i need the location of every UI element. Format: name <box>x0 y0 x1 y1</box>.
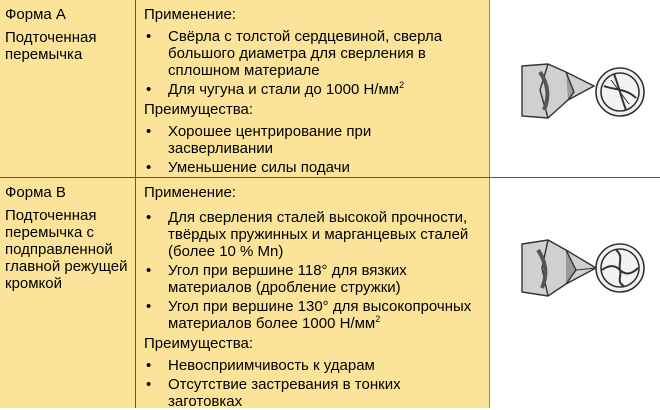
list-item: • Для чугуна и стали до 1000 $Н/мм^2$ <box>146 80 405 98</box>
drill-end-view-icon <box>596 244 644 292</box>
list-item: • Отсутствие застревания в тонких заготовках <box>146 376 401 410</box>
table-row <box>0 0 660 178</box>
drill-side-view-icon <box>522 64 594 118</box>
application-heading: Применение: <box>144 6 236 23</box>
form-title: Форма A <box>5 6 66 23</box>
advantages-list <box>144 357 489 410</box>
drill-form-b-illustration <box>518 236 648 301</box>
advantages-heading: Преимущества: <box>144 335 254 352</box>
drill-side-view-icon <box>522 240 596 296</box>
form-name: Подточенная перемычка с подправленной главной режущей кромкой <box>5 207 128 292</box>
advantages-list <box>144 123 489 176</box>
table-row <box>0 178 660 408</box>
list-item: • Угол при вершине 130° для высокопрочных материалов более 1000 $Н/мм^2$ <box>146 298 472 332</box>
drill-form-a-illustration <box>518 60 648 125</box>
drill-illustration-cell <box>490 0 660 177</box>
form-title: Форма B <box>5 184 66 201</box>
drill-illustration-cell <box>490 178 660 408</box>
form-description-cell <box>136 178 490 408</box>
form-name-cell <box>0 0 136 177</box>
list-item: • Невосприимчивость к ударам <box>146 357 375 374</box>
advantages-heading: Преимущества: <box>144 101 254 118</box>
list-item: • Свёрла с толстой сердцевиной, сверла большого диаметра для сверления в сплошном материале <box>146 28 443 79</box>
form-name-cell <box>0 178 136 408</box>
application-list <box>144 28 474 98</box>
list-item: • Хорошее центрирование при засверливании <box>146 123 372 157</box>
application-heading: Применение: <box>144 184 236 201</box>
list-item: • Угол при вершине 118° для вязких материалов (дробление стружки) <box>146 262 407 296</box>
list-item: • Уменьшение силы подачи <box>146 159 350 176</box>
application-list <box>144 209 484 332</box>
drill-end-view-icon <box>596 68 644 116</box>
form-description-cell <box>136 0 490 177</box>
form-name: Подточенная перемычка <box>5 29 97 63</box>
list-item: • Для сверления сталей высокой прочности, твёрдых пружинных и марганцевых сталей (более 10 % Mn) <box>146 209 469 260</box>
